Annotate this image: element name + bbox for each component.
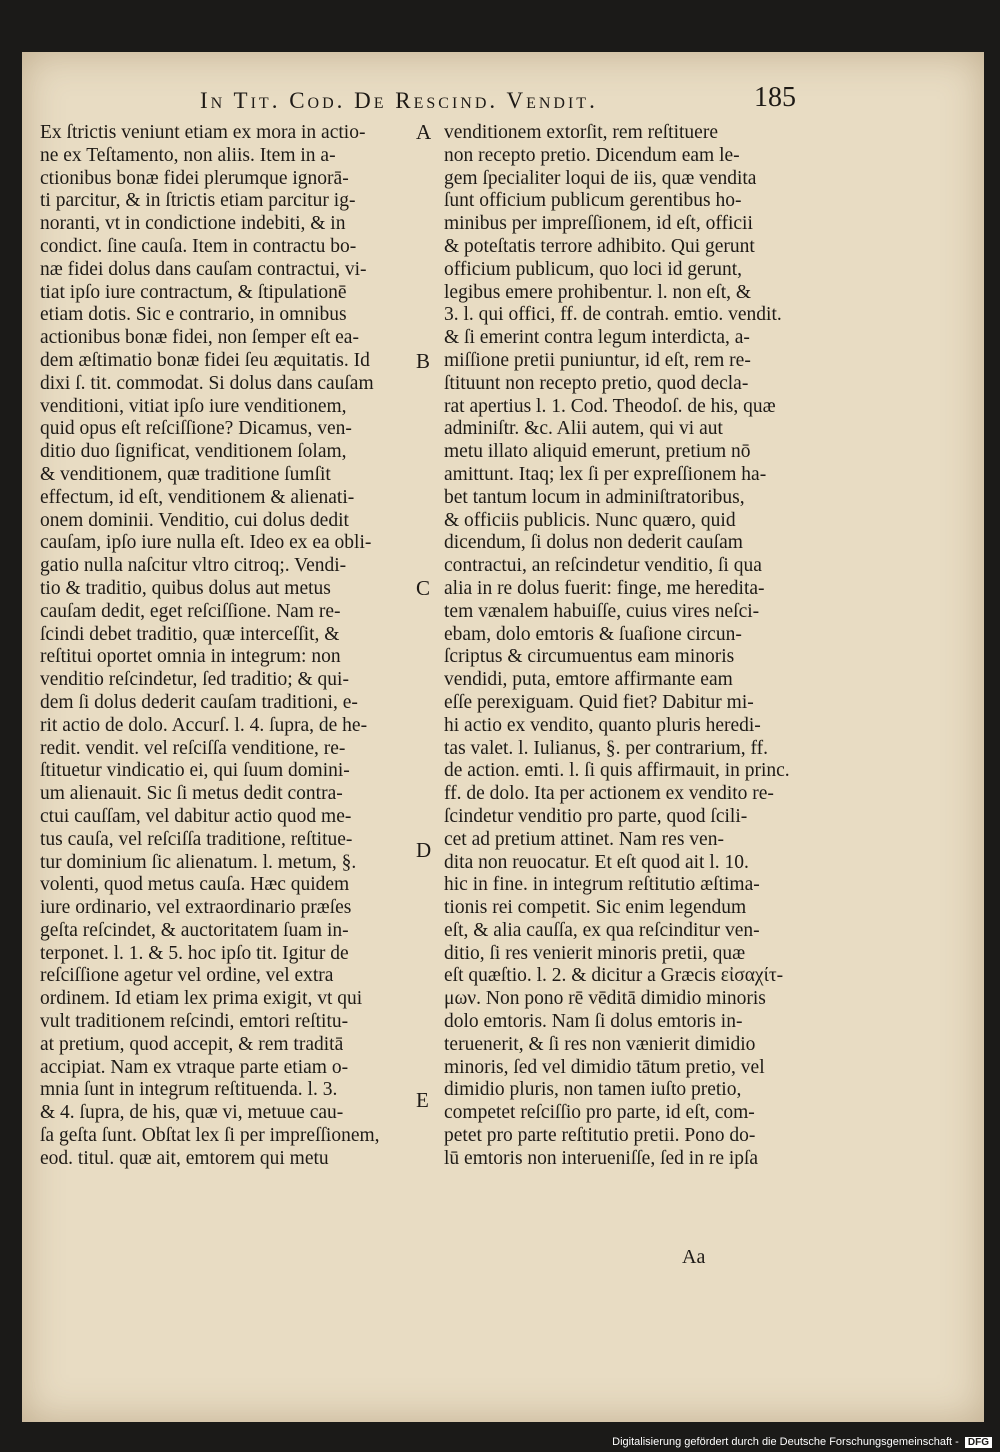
- right-column-line: ditio, ſi res venierit minoris pretii, quæ: [444, 942, 746, 964]
- right-column-line: amittunt. Itaq; lex ſi per expreſſionem ha-: [444, 463, 767, 485]
- right-column-line: tas valet. l. Iulianus, §. per contrarium, ff.: [444, 737, 769, 759]
- left-column-line: noranti, vt in condictione indebiti, & in: [40, 213, 346, 235]
- right-column-line: & ſi emerint contra legum interdicta, a-: [444, 327, 750, 349]
- left-column-line: venditio reſcindetur, ſed traditio; & qui-: [40, 669, 349, 691]
- left-column-line: eod. titul. quæ ait, emtorem qui metu: [40, 1147, 329, 1169]
- right-column-line: vendidi, puta, emtore affirmante eam: [444, 669, 733, 691]
- margin-marker-e: E: [416, 1088, 429, 1112]
- left-column-line: dixi ſ. tit. commodat. Si dolus dans cauſam: [40, 372, 374, 394]
- dfg-logo: DFG: [965, 1437, 992, 1448]
- right-column-line: ebam, dolo emtoris & ſuaſione circun-: [444, 623, 742, 645]
- right-column-line: officium publicum, quo loci id gerunt,: [444, 258, 743, 280]
- left-column-line: geſta reſcindet, & auctoritatem ſuam in-: [40, 919, 349, 941]
- margin-marker-a: A: [416, 120, 432, 144]
- left-column-line: condict. ſine cauſa. Item in contractu bo-: [40, 235, 357, 257]
- left-column-line: mnia ſunt in integrum reſtituenda. l. 3.: [40, 1079, 338, 1101]
- running-title: In Tit. Cod. De Rescind. Vendit.: [200, 88, 598, 113]
- right-column-line: alia in re dolus fuerit: finge, me heredita-: [444, 577, 765, 599]
- left-column-line: ſa geſta ſunt. Obſtat lex ſi per impreſſionem,: [40, 1125, 380, 1147]
- left-column-line: ſcindi debet traditio, quæ interceſſit, &: [40, 623, 340, 645]
- left-column-line: cauſam, ipſo iure nulla eſt. Ideo ex ea obli-: [40, 532, 372, 554]
- right-column-line: dolo emtoris. Nam ſi dolus emtoris in-: [444, 1011, 743, 1033]
- left-column-line: tus cauſa, vel reſciſſa traditione, reſtitue-: [40, 828, 353, 850]
- left-column-line: tur dominium ſic alienatum. l. metum, §.: [40, 851, 357, 873]
- right-column-line: eſt quæſtio. l. 2. & dicitur a Græcis εἰσαχίτ-: [444, 965, 784, 987]
- right-column-line: teruenerit, & ſi res non vænierit dimidio: [444, 1033, 756, 1055]
- left-column-line: rit actio de dolo. Accurſ. l. 4. ſupra, de he-: [40, 714, 368, 736]
- right-column-line: μων. Non pono rē vēditā dimidio minoris: [444, 988, 766, 1010]
- left-column-line: ditio duo ſignificat, venditionem ſolam,: [40, 441, 347, 463]
- left-column-line: tio & traditio, quibus dolus aut metus: [40, 577, 331, 599]
- left-column-line: & venditionem, quæ traditione ſumſit: [40, 463, 331, 485]
- right-column-line: de action. emti. l. ſi quis affirmauit, in princ.: [444, 760, 790, 782]
- right-column-line: cet ad pretium attinet. Nam res ven-: [444, 828, 724, 850]
- right-column-line: ſunt officium publicum gerentibus ho-: [444, 190, 742, 212]
- right-column-line: bet tantum locum in adminiſtratoribus,: [444, 486, 745, 508]
- catchword: Aa: [682, 1246, 706, 1268]
- left-column-line: at pretium, quod accepit, & rem traditā: [40, 1033, 344, 1055]
- left-column-line: reſtitui oportet omnia in integrum: non: [40, 646, 341, 668]
- left-column-line: um alienauit. Sic ſi metus dedit contra-: [40, 783, 343, 805]
- left-column-line: accipiat. Nam ex vtraque parte etiam o-: [40, 1056, 349, 1078]
- left-column-line: dem æſtimatio bonæ fidei ſeu æquitatis. Id: [40, 349, 370, 371]
- left-column-line: cauſam dedit, eget reſciſſione. Nam re-: [40, 600, 341, 622]
- right-column-line: ſcriptus & circumuentus eam minoris: [444, 646, 735, 668]
- book-page: [22, 52, 984, 1422]
- right-column-line: & poteſtatis terrore adhibito. Qui gerunt: [444, 235, 755, 257]
- left-column-line: gatio nulla naſcitur vltro citroq;. Vendi-: [40, 555, 347, 577]
- left-column-line: onem dominii. Venditio, cui dolus dedit: [40, 509, 349, 531]
- right-column-line: minoris, ſed vel dimidio tātum pretio, vel: [444, 1056, 765, 1078]
- page-number: 185: [754, 82, 796, 113]
- left-column-line: actionibus bonæ fidei, non ſemper eſt ea-: [40, 327, 359, 349]
- right-column-line: contractui, an reſcindetur venditio, ſi qua: [444, 555, 762, 577]
- right-column-line: hic in fine. in integrum reſtitutio æſtima-: [444, 874, 760, 896]
- left-column-line: ſtituetur vindicatio ei, qui ſuum domini-: [40, 760, 350, 782]
- right-column-line: legibus emere prohibentur. l. non eſt, &: [444, 281, 752, 303]
- left-column-line: ctionibus bonæ fidei plerumque ignorā-: [40, 167, 349, 189]
- left-column-line: etiam dotis. Sic e contrario, in omnibus: [40, 304, 347, 326]
- right-column-line: ſcindetur venditio pro parte, quod ſcili-: [444, 805, 748, 827]
- right-column-line: lū emtoris non interueniſſe, ſed in re ipſa: [444, 1147, 759, 1169]
- left-column-line: næ fidei dolus dans cauſam contractui, vi-: [40, 258, 367, 280]
- right-column-line: ſtituunt non recepto pretio, quod decla-: [444, 372, 749, 394]
- left-text-column: [40, 122, 412, 1171]
- right-column-line: venditionem extorſit, rem reſtituere: [444, 122, 718, 143]
- left-column-line: vult traditionem reſcindi, emtori reſtitu-: [40, 1011, 349, 1033]
- right-text-column: [444, 122, 822, 1171]
- margin-marker-d: D: [416, 838, 432, 862]
- left-column-line: ne ex Teſtamento, non aliis. Item in a-: [40, 144, 336, 166]
- right-column-line: tionis rei competit. Sic enim legendum: [444, 897, 747, 919]
- margin-marker-b: B: [416, 349, 431, 373]
- left-column-line: Ex ſtrictis veniunt etiam ex mora in actio-: [40, 122, 366, 143]
- left-column-line: dem ſi dolus dederit cauſam traditioni, e-: [40, 691, 358, 713]
- left-column-line: quid opus eſt reſciſſione? Dicamus, ven-: [40, 418, 352, 440]
- digitization-footer: [612, 1436, 992, 1448]
- right-column-line: tem vænalem habuiſſe, cuius vires neſci-: [444, 600, 760, 622]
- margin-marker-c: C: [416, 576, 431, 600]
- left-column-line: reſciſſione agetur vel ordine, vel extra: [40, 965, 334, 987]
- right-column-line: adminiſtr. &c. Alii autem, qui vi aut: [444, 418, 723, 440]
- right-column-line: ff. de dolo. Ita per actionem ex vendito re-: [444, 783, 774, 805]
- right-column-line: minibus per impreſſionem, id eſt, officii: [444, 213, 753, 235]
- right-column-line: & officiis publicis. Nunc quæro, quid: [444, 509, 736, 531]
- left-column-line: redit. vendit. vel reſciſſa venditione, re-: [40, 737, 346, 759]
- right-column-line: competet reſciſſio pro parte, id eſt, com-: [444, 1102, 755, 1124]
- right-column-line: dicendum, ſi dolus non dederit cauſam: [444, 532, 743, 554]
- left-column-line: iure ordinario, vel extraordinario præſes: [40, 897, 352, 919]
- right-column-line: miſſione pretii puniuntur, id eſt, rem re-: [444, 349, 751, 371]
- right-column-line: rat apertius l. 1. Cod. Theodoſ. de his, quæ: [444, 395, 776, 417]
- right-column-line: dimidio pluris, non tamen iuſto pretio,: [444, 1079, 742, 1101]
- left-column-line: tiat ipſo iure contractum, & ſtipulationē: [40, 281, 347, 303]
- right-column-line: hi actio ex vendito, quanto pluris heredi-: [444, 714, 761, 736]
- left-column-line: venditioni, vitiat ipſo iure venditionem,: [40, 395, 347, 417]
- right-column-line: eſſe perexiguam. Quid fiet? Dabitur mi-: [444, 691, 754, 713]
- right-column-line: gem ſpecialiter loqui de iis, quæ vendita: [444, 167, 757, 189]
- right-column-line: petet pro parte reſtitutio pretii. Pono do-: [444, 1125, 756, 1147]
- left-column-line: effectum, id eſt, venditionem & alienati-: [40, 486, 355, 508]
- left-column-line: ctui cauſſam, vel dabitur actio quod me-: [40, 805, 352, 827]
- right-column-line: 3. l. qui offici, ff. de contrah. emtio. vendit.: [444, 304, 782, 326]
- left-column-line: terponet. l. 1. & 5. hoc ipſo tit. Igitur de: [40, 942, 349, 964]
- right-column-line: eſt, & alia cauſſa, ex qua reſcinditur ven-: [444, 919, 760, 941]
- left-column-line: volenti, quod metus cauſa. Hæc quidem: [40, 874, 350, 896]
- footer-text: Digitalisierung gefördert durch die Deutsche Forschungsgemeinschaft -: [612, 1436, 959, 1448]
- right-column-line: metu illato aliquid emerunt, pretium nō: [444, 441, 751, 463]
- left-column-line: ti parcitur, & in ſtrictis etiam parcitur ig-: [40, 190, 356, 212]
- left-column-line: & 4. ſupra, de his, quæ vi, metuue cau-: [40, 1102, 344, 1124]
- left-column-line: ordinem. Id etiam lex prima exigit, vt qui: [40, 988, 363, 1010]
- right-column-line: non recepto pretio. Dicendum eam le-: [444, 144, 740, 166]
- right-column-line: dita non reuocatur. Et eſt quod ait l. 10.: [444, 851, 749, 873]
